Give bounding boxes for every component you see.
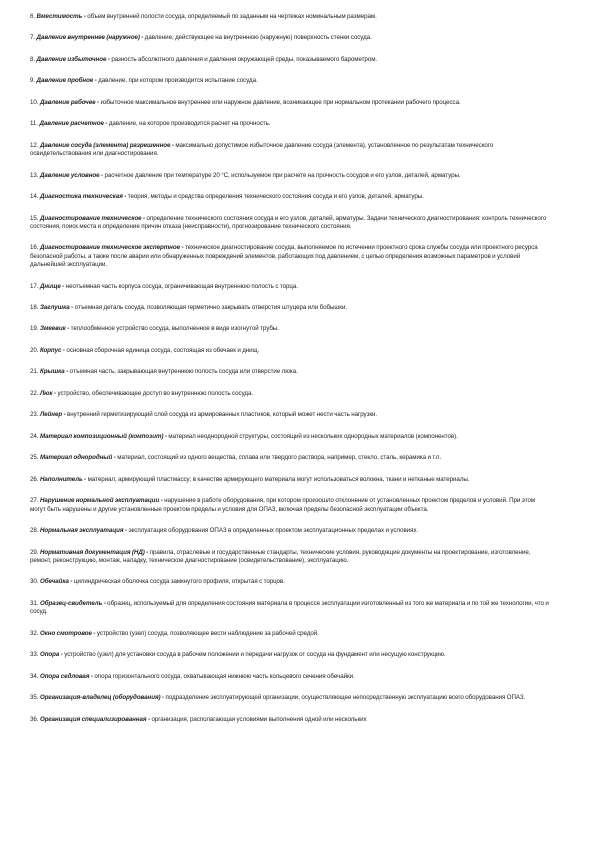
entry-definition: разность абсолютного давления и давления окружающей среды, показываемого барометром. bbox=[111, 55, 378, 63]
entry-separator: - bbox=[179, 244, 185, 252]
entry-number: 34. bbox=[30, 672, 39, 680]
entry-separator: - bbox=[91, 629, 97, 637]
glossary-entry bbox=[30, 630, 549, 638]
entry-term: Нормальная эксплуатация bbox=[39, 527, 124, 535]
entry-number: 16. bbox=[30, 244, 39, 252]
entry-separator: - bbox=[82, 13, 88, 20]
entry-definition: материал, состоящий из одного вещества, сплава или твердого раствора, например, стекло, сталь, керамика и т.п. bbox=[117, 454, 442, 462]
entry-separator: - bbox=[146, 715, 152, 723]
entry-term: Змеевик bbox=[39, 325, 66, 333]
entry-number: 28. bbox=[30, 527, 39, 535]
entry-definition: объем внутренней полости сосуда, определяемый по заданным на чертежах номинальным размерам. bbox=[87, 13, 377, 20]
entry-term: Давление избыточное bbox=[36, 55, 107, 63]
glossary-entry bbox=[30, 244, 549, 269]
entry-number: 36. bbox=[30, 715, 39, 723]
entry-separator: - bbox=[52, 389, 58, 397]
entry-definition: эксплуатация оборудования ОПАЗ в определенных проектом эксплуатационных пределах и условиях. bbox=[128, 527, 419, 535]
glossary-entry bbox=[30, 497, 549, 514]
entry-separator: - bbox=[95, 98, 101, 106]
entry-definition: отъемная часть, закрывающая внутреннюю полость сосуда или отверстие люка. bbox=[69, 368, 298, 376]
entry-number: 27. bbox=[30, 497, 39, 505]
entry-number: 6. bbox=[30, 13, 36, 20]
entry-definition: определение технического состояния сосуда и его узлов, деталей, арматуры. Задачи технического диагностирования: контроль технического состояния, поиск места и определение причин отказа (неисправности), прогнозирование технического состояния. bbox=[30, 214, 547, 230]
glossary-entry bbox=[30, 651, 549, 659]
glossary-entry bbox=[30, 527, 549, 535]
glossary-entry bbox=[30, 673, 549, 681]
entry-definition: теория, методы и средства определения технического состояния сосуда и его узлов, деталей, арматуры. bbox=[127, 193, 424, 201]
entry-separator: - bbox=[163, 432, 169, 440]
entry-term: Нарушение нормальной эксплуатации bbox=[39, 497, 160, 505]
entry-term: Окно смотровое bbox=[39, 629, 92, 637]
entry-term: Образец-свидетель bbox=[39, 599, 103, 607]
entry-term: Обечайка bbox=[39, 578, 69, 586]
entry-separator: - bbox=[159, 497, 165, 505]
entry-term: Диагностика техническая bbox=[39, 193, 123, 201]
entry-number: 35. bbox=[30, 694, 39, 702]
entry-term: Нормативная документация (НД) bbox=[39, 548, 145, 556]
glossary-entry bbox=[30, 77, 549, 85]
entry-separator: - bbox=[89, 672, 95, 680]
glossary-entry bbox=[30, 578, 549, 586]
entry-number: 10. bbox=[30, 98, 39, 106]
glossary-entry bbox=[30, 99, 549, 107]
glossary-entry bbox=[30, 476, 549, 484]
glossary-entry bbox=[30, 120, 549, 128]
entry-definition: теплообменное устройство сосуда, выполненное в виде изогнутой трубы. bbox=[70, 325, 279, 333]
glossary-entry bbox=[30, 549, 549, 566]
entry-term: Крышка bbox=[39, 368, 65, 376]
glossary-entry bbox=[30, 347, 549, 355]
entry-number: 33. bbox=[30, 651, 39, 659]
entry-definition: цилиндрическая оболочка сосуда замкнутого профиля, открытая с торцов. bbox=[73, 578, 285, 586]
entry-term: Опора седловая bbox=[39, 672, 90, 680]
entry-number: 23. bbox=[30, 411, 39, 419]
entry-definition: материал неоднородной структуры, состоящий из нескольких однородных материалов (компонентов). bbox=[168, 432, 458, 440]
glossary-entry bbox=[30, 368, 549, 376]
entry-separator: - bbox=[170, 141, 176, 149]
entry-number: 19. bbox=[30, 325, 39, 333]
glossary-entry bbox=[30, 56, 549, 64]
entry-term: Днище bbox=[39, 282, 61, 290]
entry-number: 20. bbox=[30, 346, 39, 354]
entry-term: Материал композиционный (композит) bbox=[39, 432, 164, 440]
glossary-entry bbox=[30, 433, 549, 441]
entry-separator: - bbox=[139, 34, 145, 42]
entry-number: 18. bbox=[30, 304, 39, 311]
entry-term: Давление расчетное bbox=[39, 120, 104, 128]
entry-number: 30. bbox=[30, 578, 39, 586]
entry-number: 29. bbox=[30, 548, 39, 556]
entry-number: 31. bbox=[30, 599, 39, 607]
entry-definition: отъемная деталь сосуда, позволяющая герметично закрывать отверстия штуцера или бобышки. bbox=[74, 304, 348, 311]
entry-separator: - bbox=[62, 411, 68, 419]
entry-term: Диагностирование техническое bbox=[39, 214, 142, 222]
entry-separator: - bbox=[144, 548, 150, 556]
entry-separator: - bbox=[68, 578, 74, 586]
entry-term: Давление сосуда (элемента) разрешенное bbox=[39, 141, 171, 149]
entry-term: Давление пробное bbox=[36, 77, 94, 85]
glossary-entry bbox=[30, 283, 549, 291]
entry-definition: техническое диагностирование сосуда, выполняемое по истечении проектного срока службы сосуда или проектного ресурса безопасной работы, а также после аварии или обнаруженных повреждений элементов, работающих под давлением, с целью определения возможных параметров и условий дальнейшей эксплуатации. bbox=[30, 244, 538, 269]
entry-separator: - bbox=[102, 599, 108, 607]
entry-definition: опора горизонтального сосуда, охватывающая нижнюю часть кольцевого сечения обечайки. bbox=[94, 672, 355, 680]
entry-definition: основная сборочная единица сосуда, состоящая из обечаек и днищ. bbox=[66, 346, 260, 354]
glossary-entry bbox=[30, 142, 549, 159]
glossary-entry bbox=[30, 215, 549, 232]
entry-number: 24. bbox=[30, 432, 39, 440]
entry-definition: правила, отраслевые и государственные стандарты, технические условия, руководящие документы на проектирование, изготовление, ремонт, реконструкцию, монтаж, наладку, техническое диагностирование (освидетельствование), эксплуатацию. bbox=[30, 548, 531, 564]
entry-number: 22. bbox=[30, 389, 39, 397]
entry-definition: избыточное максимальное внутреннее или наружное давление, возникающее при нормальном протекании рабочего процесса. bbox=[100, 98, 461, 106]
entry-definition: подразделение эксплуатирующей организации, осуществляющее непосредственную эксплуатацию всего оборудования ОПАЗ. bbox=[165, 694, 526, 702]
entry-definition: внутренний герметизирующий слой сосуда из армированных пластиков, который может нести часть нагрузки. bbox=[67, 411, 378, 419]
entry-definition: давление, действующее на внутреннюю (наружную) поверхность стенки сосуда. bbox=[144, 34, 372, 42]
entry-number: 32. bbox=[30, 629, 39, 637]
glossary-entry bbox=[30, 193, 549, 201]
entry-separator: - bbox=[69, 304, 75, 311]
entry-term: Заглушка bbox=[39, 304, 70, 311]
entry-term: Организация-владелец (оборудования) bbox=[39, 694, 161, 702]
entry-term: Материал однородный bbox=[39, 454, 113, 462]
entry-term: Давление рабочее bbox=[39, 98, 96, 106]
entry-separator: - bbox=[122, 193, 128, 201]
entry-definition: нарушение в работе оборудования, при котором произошло отклонение от установленных проектом пределов и условий. При этом могут быть нарушены и другие установленные проектом пределы и условия для ОПАЗ, включая пределы безопасной эксплуатации объекта. bbox=[30, 497, 536, 513]
entry-term: Вместимость bbox=[36, 13, 83, 20]
glossary-entry bbox=[30, 304, 549, 312]
entry-number: 8. bbox=[30, 55, 36, 63]
entry-term: Организация специализированная bbox=[39, 715, 147, 723]
entry-separator: - bbox=[123, 527, 129, 535]
glossary-entry bbox=[30, 411, 549, 419]
entry-definition: устройство (узел) сосуда, позволяющее вести наблюдение за рабочей средой. bbox=[96, 629, 319, 637]
entry-definition: давление, при котором производится испытание сосуда. bbox=[98, 77, 258, 85]
entry-definition: расчетное давление при температуре 20 °С, используемое при расчете на прочность сосудов и его узлов, деталей, арматуры. bbox=[104, 171, 461, 179]
entry-term: Наполнитель bbox=[39, 475, 83, 483]
entry-number: 21. bbox=[30, 368, 39, 376]
entry-definition: образец, используемый для определения состояния материала в процессе эксплуатации изготовленный из того же материала и по той же технологии, что и сосуд. bbox=[30, 599, 549, 616]
entry-number: 14. bbox=[30, 193, 39, 201]
glossary-entry bbox=[30, 325, 549, 333]
entry-separator: - bbox=[106, 55, 112, 63]
entry-definition: организация, располагающая условиями выполнения одной или нескольких bbox=[151, 715, 367, 723]
entry-term: Люк bbox=[39, 389, 53, 397]
entry-number: 11. bbox=[30, 120, 38, 128]
entry-separator: - bbox=[61, 346, 67, 354]
entry-definition: неотъемная часть корпуса сосуда, ограничивающая внутреннюю полость с торца. bbox=[65, 282, 298, 290]
glossary-entry bbox=[30, 716, 549, 724]
entry-number: 25. bbox=[30, 454, 39, 462]
entry-separator: - bbox=[82, 475, 88, 483]
entry-term: Диагностирование техническое экспертное bbox=[39, 244, 180, 252]
entry-definition: устройство (узел) для установки сосуда в рабочем положении и передачи нагрузок от сосуда на фундамент или несущую конструкцию. bbox=[64, 651, 446, 659]
entry-number: 7. bbox=[30, 34, 36, 42]
entry-definition: давление, на которое производится расчет на прочность. bbox=[108, 120, 271, 128]
glossary-entry bbox=[30, 390, 549, 398]
entry-definition: устройство, обеспечивающее доступ во внутреннюю полость сосуда. bbox=[57, 389, 254, 397]
entry-term: Давление внутреннее (наружное) bbox=[36, 34, 140, 42]
glossary-entry bbox=[30, 172, 549, 180]
entry-separator: - bbox=[60, 282, 66, 290]
glossary-entry bbox=[30, 34, 549, 42]
entry-number: 13. bbox=[30, 171, 39, 179]
entry-number: 9. bbox=[30, 77, 36, 85]
entry-separator: - bbox=[160, 694, 166, 702]
entry-separator: - bbox=[112, 454, 118, 462]
glossary-entry bbox=[30, 600, 549, 617]
entry-separator: - bbox=[93, 77, 99, 85]
entry-definition: максимально допустимое избыточное давление сосуда (элемента), установленное по результатам технического освидетельствования или диагностирования. bbox=[30, 141, 494, 158]
glossary-entry bbox=[30, 13, 549, 21]
entry-definition: материал, армирующий пластмассу; в качестве армирующего материала могут использоваться волокна, ткани и нетканые материалы. bbox=[87, 475, 470, 483]
entry-term: Давление условное bbox=[39, 171, 100, 179]
glossary-entry bbox=[30, 694, 549, 702]
entry-separator: - bbox=[59, 651, 65, 659]
entry-term: Опора bbox=[39, 651, 60, 659]
entry-separator: - bbox=[64, 368, 70, 376]
entry-separator: - bbox=[65, 325, 71, 333]
glossary-entry bbox=[30, 454, 549, 462]
entry-separator: - bbox=[103, 120, 109, 128]
entry-number: 15. bbox=[30, 214, 39, 222]
entry-number: 26. bbox=[30, 475, 39, 483]
entry-separator: - bbox=[141, 214, 147, 222]
entry-term: Лейнер bbox=[39, 411, 63, 419]
entry-number: 17. bbox=[30, 282, 39, 290]
entry-number: 12. bbox=[30, 141, 39, 149]
entry-separator: - bbox=[99, 171, 105, 179]
entry-term: Корпус bbox=[39, 346, 62, 354]
